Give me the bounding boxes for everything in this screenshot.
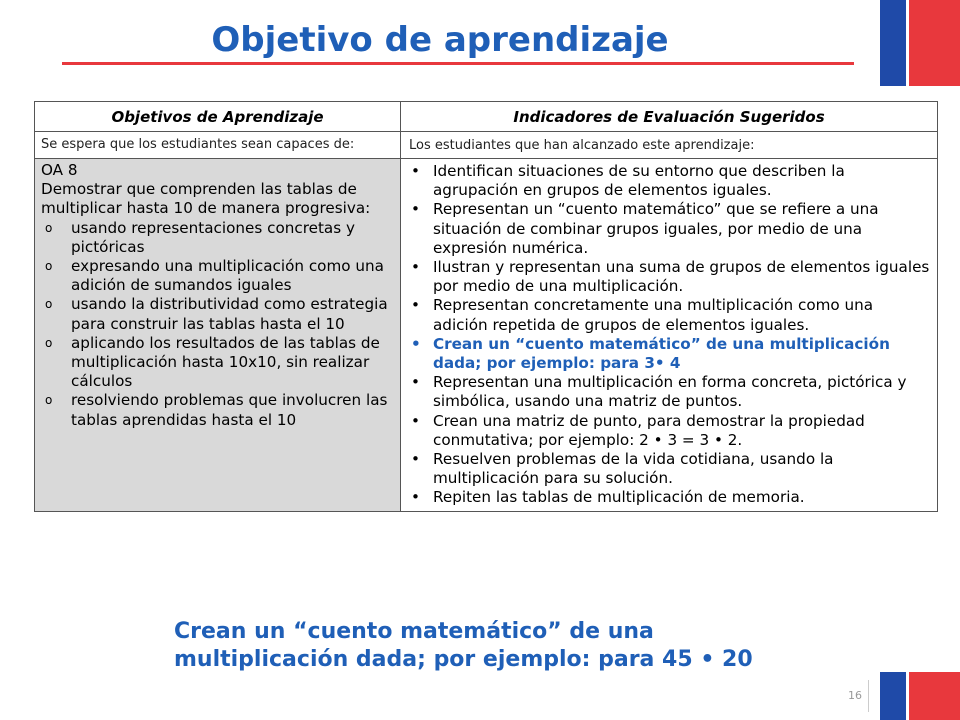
oa-description: Demostrar que comprenden las tablas de multiplicar hasta 10 de manera progresiva: <box>41 180 371 218</box>
subheader-right: Los estudiantes que han alcanzado este aprendizaje: <box>401 132 938 159</box>
objective-item: o usando representaciones concretas y pictóricas <box>41 219 394 257</box>
objective-item: o aplicando los resultados de las tablas de multiplicación hasta 10x10, sin realizar cálculos <box>41 334 394 392</box>
page-number: 16 <box>848 689 862 702</box>
title-underline <box>62 62 854 65</box>
objective-item: o expresando una multiplicación como una adición de sumandos iguales <box>41 257 394 295</box>
header-objectives: Objetivos de Aprendizaje <box>35 102 401 132</box>
subheader-left: Se espera que los estudiantes sean capaces de: <box>35 132 401 159</box>
indicator-item: • Identifican situaciones de su entorno que describen la agrupación en grupos de elementos iguales. <box>407 162 931 200</box>
flag-decoration-top <box>880 0 960 86</box>
indicator-item: • Representan concretamente una multiplicación como una adición repetida de grupos de elementos iguales. <box>407 296 931 334</box>
callout-line-1: Crean un “cuento matemático” de una <box>174 619 654 644</box>
indicator-item: • Repiten las tablas de multiplicación de memoria. <box>407 488 931 507</box>
example-callout <box>174 618 854 674</box>
indicator-item: • Ilustran y representan una suma de grupos de elementos iguales por medio de una multiplicación. <box>407 258 931 296</box>
objective-cell <box>35 159 401 512</box>
callout-line-2: multiplicación dada; por ejemplo: para 45 • 20 <box>174 647 753 672</box>
objectives-table <box>34 101 938 512</box>
objective-item: o resolviendo problemas que involucren las tablas aprendidas hasta el 10 <box>41 391 394 429</box>
indicator-list <box>407 162 931 508</box>
indicator-item: • Representan un “cuento matemático” que se refiere a una situación de combinar grupos iguales, por medio de una expresión numérica. <box>407 200 931 258</box>
flag-decoration-bottom <box>880 672 960 720</box>
page-title: Objetivo de aprendizaje <box>211 20 669 60</box>
indicator-item: • Representan una multiplicación en forma concreta, pictórica y simbólica, usando una matriz de puntos. <box>407 373 931 411</box>
objective-list <box>41 219 394 430</box>
indicator-item: • Crean una matriz de punto, para demostrar la propiedad conmutativa; por ejemplo: 2 • 3 = 3 • 2. <box>407 412 931 450</box>
objective-item: o usando la distributividad como estrategia para construir las tablas hasta el 10 <box>41 295 394 333</box>
oa-code: OA 8 <box>41 161 78 179</box>
indicator-item-highlighted: • Crean un “cuento matemático” de una multiplicación dada; por ejemplo: para 3• 4 <box>407 335 931 373</box>
indicator-item: • Resuelven problemas de la vida cotidiana, usando la multiplicación para su solución. <box>407 450 931 488</box>
indicators-cell <box>401 159 938 512</box>
header-indicators: Indicadores de Evaluación Sugeridos <box>401 102 938 132</box>
page-number-divider <box>868 680 869 712</box>
